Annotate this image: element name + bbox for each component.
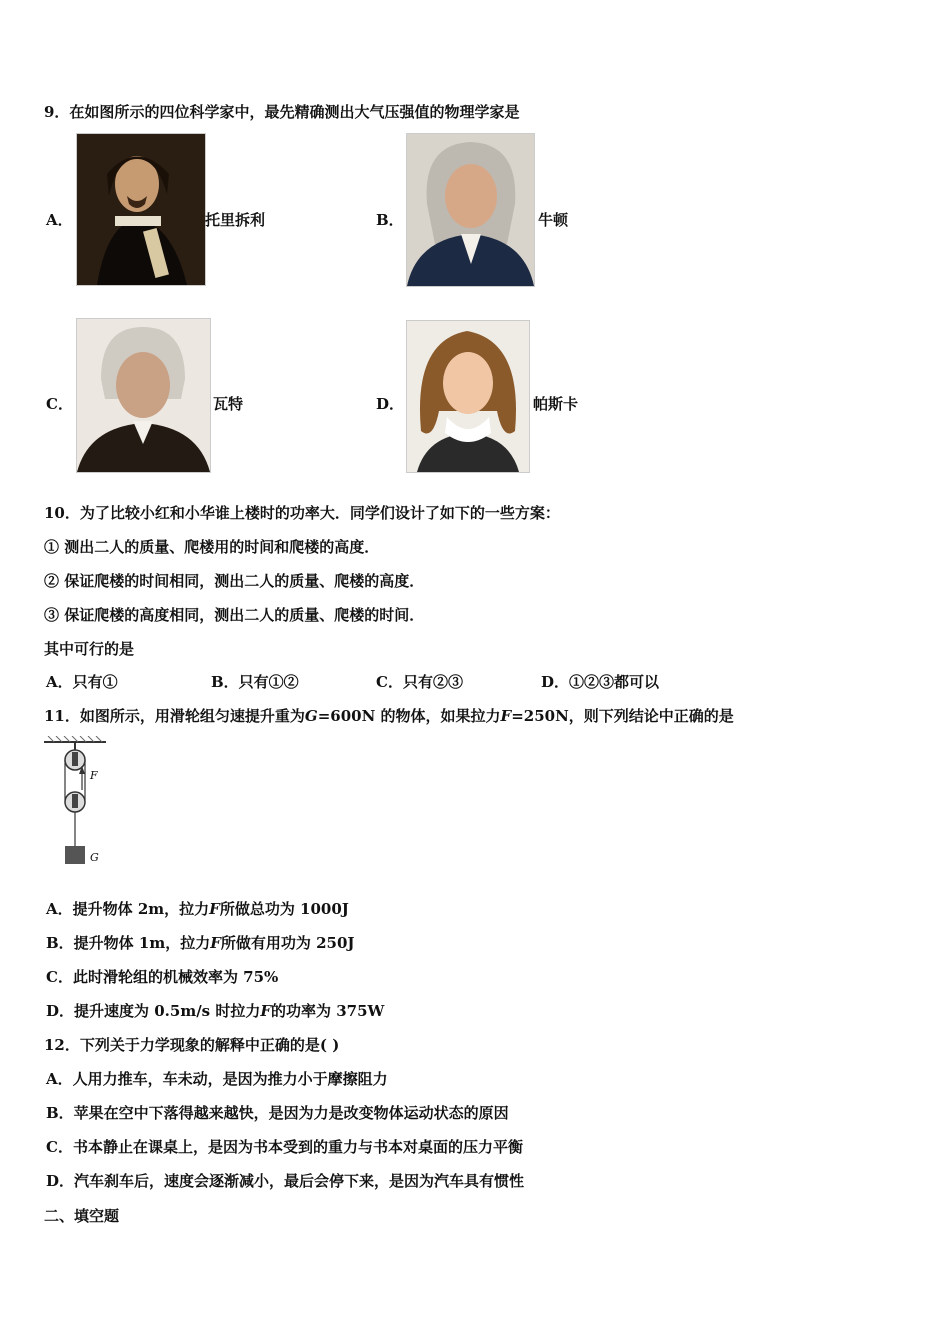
q9-option-a-letter: A． bbox=[46, 211, 73, 229]
portrait-newton bbox=[406, 133, 535, 287]
q9-option-b-name: 牛顿 bbox=[538, 211, 569, 229]
q9-option-c-letter: C． bbox=[46, 395, 73, 413]
portrait-pascal bbox=[406, 320, 530, 473]
q12-stem: 12．下列关于力学现象的解释中正确的是( ) bbox=[44, 1036, 340, 1054]
pulley-weight-label: G bbox=[90, 851, 99, 864]
q10-plan-2: ② 保证爬楼的时间相同，测出二人的质量、爬楼的高度． bbox=[44, 572, 425, 590]
portrait-torricelli bbox=[76, 133, 206, 286]
q10-option-d: D．①②③都可以 bbox=[541, 673, 660, 691]
q9-option-d-letter: D． bbox=[376, 395, 405, 413]
q11-option-b: B．提升物体 1m，拉力F所做有用功为 250J bbox=[46, 934, 355, 952]
pulley-force-label: F bbox=[90, 769, 98, 782]
q9-option-d-name: 帕斯卡 bbox=[533, 395, 579, 413]
q9-stem: 9．在如图所示的四位科学家中，最先精确测出大气压强值的物理学家是 bbox=[44, 103, 520, 121]
q9-option-a-name: 托里拆利 bbox=[205, 211, 266, 229]
q9-option-c-name: 瓦特 bbox=[213, 395, 244, 413]
q12-option-b: B．苹果在空中下落得越来越快，是因为力是改变物体运动状态的原因 bbox=[46, 1104, 509, 1122]
q10-option-a: A．只有① bbox=[46, 673, 118, 691]
q11-option-c: C．此时滑轮组的机械效率为 75% bbox=[46, 968, 279, 986]
q10-option-c: C．只有②③ bbox=[376, 673, 463, 691]
q11-option-a: A．提升物体 2m，拉力F所做总功为 1000J bbox=[46, 900, 349, 918]
q12-option-c: C．书本静止在课桌上，是因为书本受到的重力与书本对桌面的压力平衡 bbox=[46, 1138, 523, 1156]
section-heading: 二、填空题 bbox=[44, 1207, 120, 1225]
q12-option-d: D．汽车刹车后，速度会逐渐减小，最后会停下来，是因为汽车具有惯性 bbox=[46, 1172, 525, 1190]
q11-stem: 11．如图所示，用滑轮组匀速提升重为G=600N 的物体，如果拉力F=250N，则下列结论中正确的是 bbox=[44, 707, 734, 725]
q10-plan-1: ① 测出二人的质量、爬楼用的时间和爬楼的高度． bbox=[44, 538, 380, 556]
q10-option-b: B．只有①② bbox=[211, 673, 299, 691]
q10-stem: 10．为了比较小红和小华谁上楼时的功率大．同学们设计了如下的一些方案： bbox=[44, 504, 560, 522]
q10-prompt: 其中可行的是 bbox=[44, 640, 135, 658]
q12-option-a: A．人用力推车，车未动，是因为推力小于摩擦阻力 bbox=[46, 1070, 388, 1088]
pulley-diagram bbox=[40, 736, 110, 870]
portrait-watt bbox=[76, 318, 211, 473]
q9-option-b-letter: B． bbox=[376, 211, 404, 229]
q10-plan-3: ③ 保证爬楼的高度相同，测出二人的质量、爬楼的时间． bbox=[44, 606, 425, 624]
q11-option-d: D．提升速度为 0.5m/s 时拉力F的功率为 375W bbox=[46, 1002, 385, 1020]
